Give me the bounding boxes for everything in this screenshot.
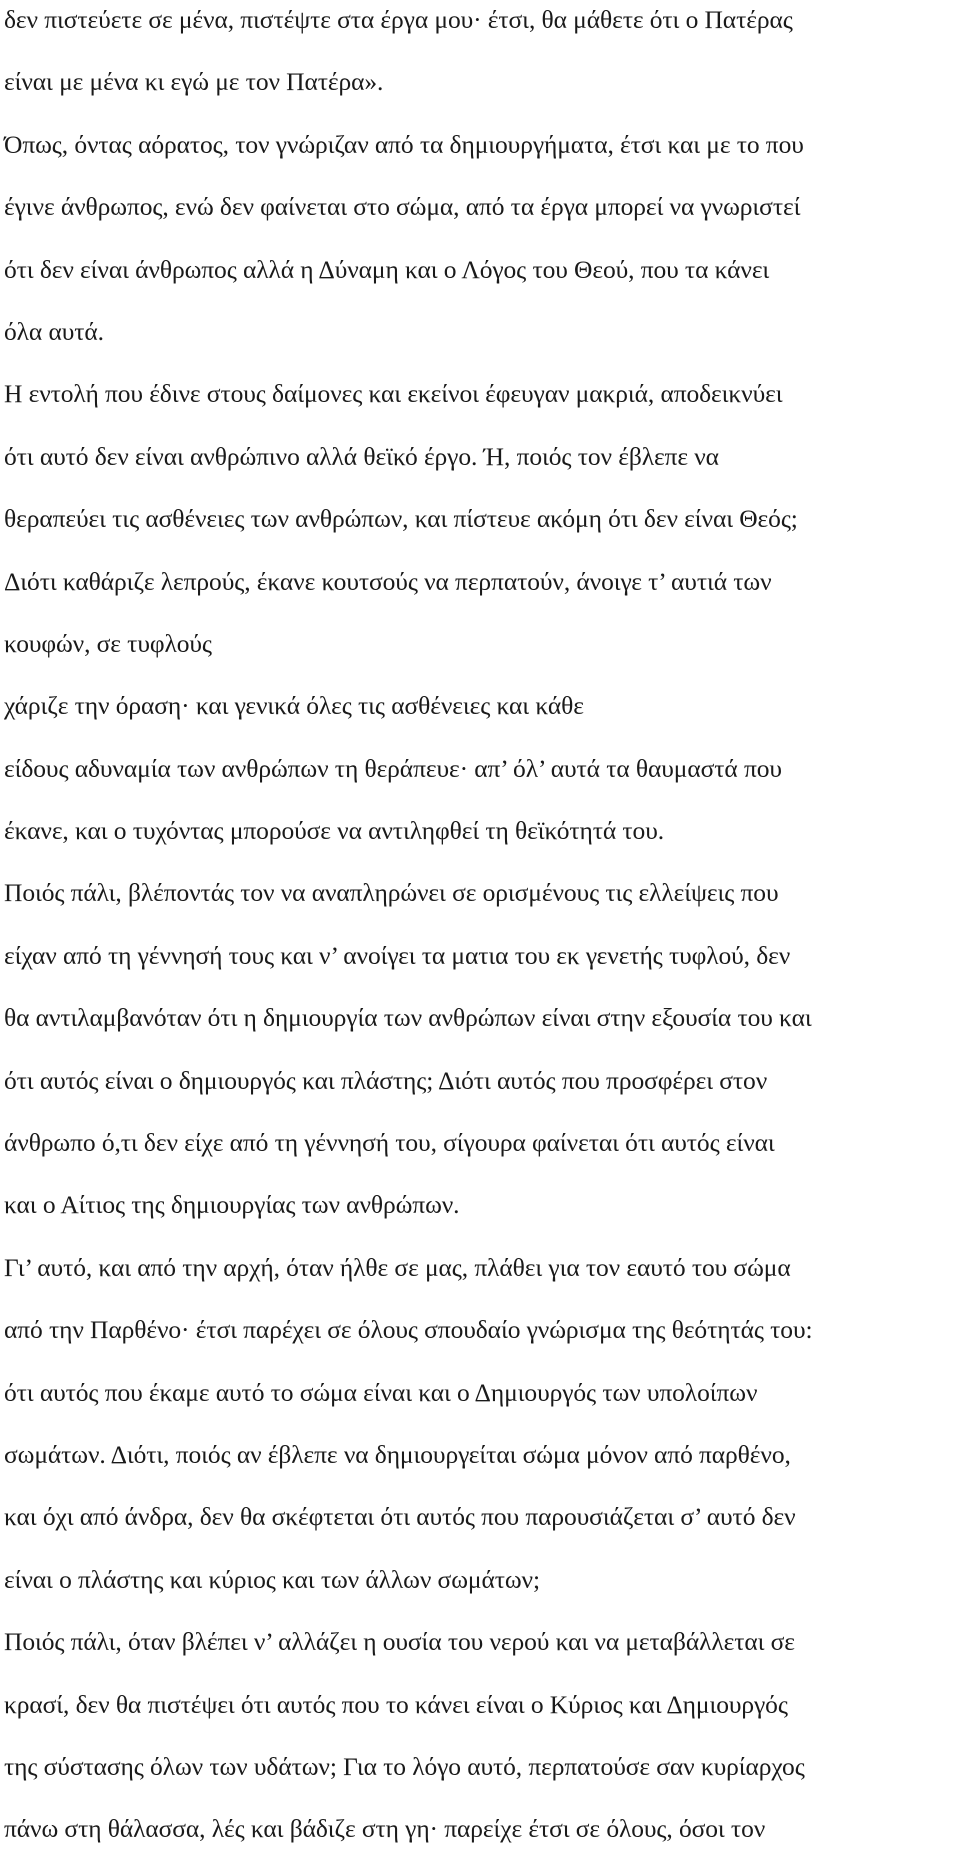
- text-line: και όχι από άνδρα, δεν θα σκέφτεται ότι αυτός που παρουσιάζεται σ’ αυτό δεν: [4, 1502, 796, 1532]
- text-line: ότι αυτός που έκαμε αυτό το σώμα είναι και ο Δημιουργός των υπολοίπων: [4, 1377, 758, 1407]
- text-line: έκανε, και ο τυχόντας μπορούσε να αντιληφθεί τη θεϊκότητά του.: [4, 816, 665, 846]
- text-line: Διότι καθάριζε λεπρούς, έκανε κουτσούς να περπατούν, άνοιγε τ’ αυτιά των: [4, 566, 772, 596]
- text-line: Ποιός πάλι, όταν βλέπει ν’ αλλάζει η ουσία του νερού και να μεταβάλλεται σε: [4, 1627, 795, 1657]
- text-line: είναι ο πλάστης και κύριος και των άλλων σωμάτων;: [4, 1564, 540, 1594]
- text-line: Γι’ αυτό, και από την αρχή, όταν ήλθε σε μας, πλάθει για τον εαυτό του σώμα: [4, 1252, 791, 1282]
- text-line: όλα αυτά.: [4, 316, 104, 346]
- text-line: είναι με μένα κι εγώ με τον Πατέρα».: [4, 67, 384, 97]
- text-line: ότι αυτός είναι ο δημιουργός και πλάστης; Διότι αυτός που προσφέρει στον: [4, 1065, 768, 1095]
- text-line: κουφών, σε τυφλούς: [4, 628, 212, 658]
- text-line: σωμάτων. Διότι, ποιός αν έβλεπε να δημιουργείται σώμα μόνον από παρθένο,: [4, 1439, 791, 1469]
- text-line: έγινε άνθρωπος, ενώ δεν φαίνεται στο σώμα, από τα έργα μπορεί να γνωριστεί: [4, 192, 801, 222]
- text-line: της σύστασης όλων των υδάτων; Για το λόγο αυτό, περπατούσε σαν κυρίαρχος: [4, 1751, 805, 1781]
- text-line: ότι αυτό δεν είναι ανθρώπινο αλλά θεϊκό έργο. Ή, ποιός τον έβλεπε να: [4, 441, 719, 471]
- text-line: άνθρωπο ό,τι δεν είχε από τη γέννησή του, σίγουρα φαίνεται ότι αυτός είναι: [4, 1128, 775, 1158]
- text-line: Ποιός πάλι, βλέποντάς τον να αναπληρώνει σε ορισμένους τις ελλείψεις που: [4, 878, 779, 908]
- text-line: πάνω στη θάλασσα, λές και βάδιζε στη γη· παρείχε έτσι σε όλους, όσοι τον: [4, 1814, 766, 1844]
- text-line: Η εντολή που έδινε στους δαίμονες και εκείνοι έφευγαν μακριά, αποδεικνύει: [4, 379, 783, 409]
- text-line: θα αντιλαμβανόταν ότι η δημιουργία των ανθρώπων είναι στην εξουσία του και: [4, 1003, 812, 1033]
- document-page: [4, 0, 960, 1861]
- text-line: κρασί, δεν θα πιστέψει ότι αυτός που το κάνει είναι ο Κύριος και Δημιουργός: [4, 1689, 788, 1719]
- text-line: και ο Αίτιος της δημιουργίας των ανθρώπων.: [4, 1190, 460, 1220]
- text-line: Όπως, όντας αόρατος, τον γνώριζαν από τα δημιουργήματα, έτσι και με το που: [4, 129, 804, 159]
- text-line: από την Παρθένο· έτσι παρέχει σε όλους σπουδαίο γνώρισμα της θεότητάς του:: [4, 1315, 813, 1345]
- text-line: χάριζε την όραση· και γενικά όλες τις ασθένειες και κάθε: [4, 691, 584, 721]
- text-line: ότι δεν είναι άνθρωπος αλλά η Δύναμη και ο Λόγος του Θεού, που τα κάνει: [4, 254, 770, 284]
- text-line: είδους αδυναμία των ανθρώπων τη θεράπευε· απ’ όλ’ αυτά τα θαυμαστά που: [4, 753, 782, 783]
- text-line: είχαν από τη γέννησή τους και ν’ ανοίγει τα ματια του εκ γενετής τυφλού, δεν: [4, 940, 791, 970]
- text-line: θεραπεύει τις ασθένειες των ανθρώπων, και πίστευε ακόμη ότι δεν είναι Θεός;: [4, 504, 798, 534]
- text-line: δεν πιστεύετε σε μένα, πιστέψτε στα έργα μου· έτσι, θα μάθετε ότι ο Πατέρας: [4, 5, 793, 34]
